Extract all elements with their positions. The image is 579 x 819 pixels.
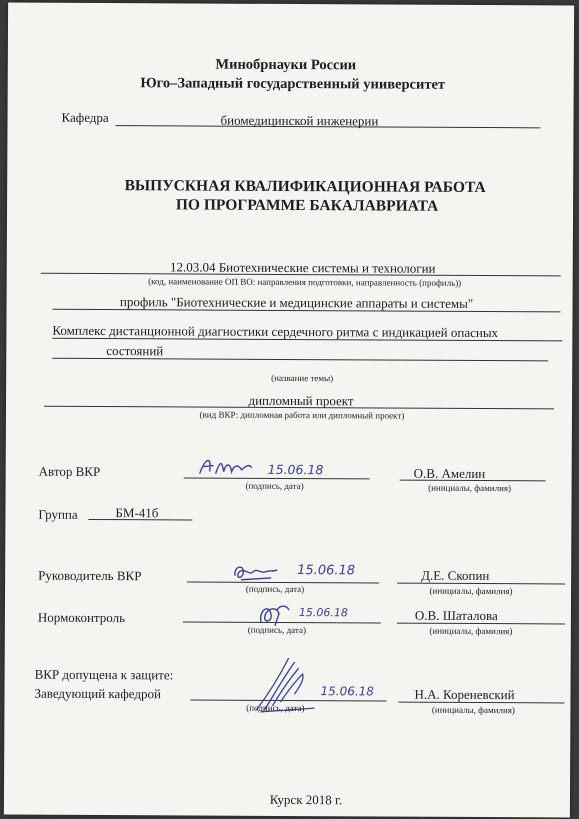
theme-line1: Комплекс дистанционной диагностики сердечного ритма с индикацией опасных [52, 322, 499, 341]
admission-sign-date: 15.06.18 [320, 684, 375, 699]
supervisor-name-line [397, 583, 565, 585]
head-name-caption: (инициалы, фамилия) [431, 704, 515, 716]
profile-underline [53, 309, 561, 313]
department-value: биомедицинской инженерии [220, 112, 379, 129]
supervisor-label: Руководитель ВКР [38, 567, 142, 584]
normcontrol-name: О.В. Шаталова [414, 607, 498, 624]
supervisor-signature-icon [231, 560, 279, 584]
head-of-department-label: Заведующий кафедрой [34, 685, 161, 702]
author-signature-icon [198, 454, 254, 480]
admission-label: ВКР допущена к защите: [34, 666, 174, 683]
normcontrol-sign-caption: (подпись, дата) [247, 624, 306, 636]
author-name-caption: (инициалы, фамилия) [428, 482, 512, 494]
normcontrol-sign-date: 15.06.18 [298, 606, 348, 620]
author-sign-date: 15.06.18 [267, 461, 324, 478]
document-page [4, 3, 574, 818]
supervisor-name: Д.Е. Скопин [421, 567, 490, 584]
theme-line2: состояний [106, 343, 164, 359]
department-label: Кафедра [61, 109, 109, 126]
theme-underline2 [52, 358, 548, 362]
program-profile: профиль "Биотехнические и медицинские аппараты и системы" [119, 294, 474, 311]
city-year: Курск 2018 г. [269, 791, 343, 808]
work-type-caption: (вид ВКР: дипломная работа или дипломный проект) [199, 409, 405, 421]
group-value: БМ-41б [115, 505, 159, 521]
program-code: 12.03.04 Биотехнические системы и технологии [169, 259, 436, 276]
normcontrol-name-line [397, 623, 565, 625]
author-sign-caption: (подпись, дата) [245, 480, 304, 492]
university-heading: Юго–Западный государственный университет [140, 75, 446, 93]
theme-caption: (название темы) [271, 372, 334, 384]
head-name: Н.А. Кореневский [414, 686, 515, 703]
work-type-value: дипломный проект [248, 392, 354, 409]
document-title-line2: ПО ПРОГРАММЕ БАКАЛАВРИАТА [175, 196, 439, 215]
supervisor-sign-caption: (подпись, дата) [245, 583, 305, 595]
program-caption: (код, наименование ОП ВО: направления подготовки, направленность (профиль)) [148, 276, 462, 288]
author-name: О.В. Амелин [413, 465, 486, 482]
admission-sign-caption: (подпись, дата) [246, 702, 305, 714]
supervisor-name-caption: (инициалы, фамилия) [429, 585, 513, 597]
document-title-line1: ВЫПУСКНАЯ КВАЛИФИКАЦИОННАЯ РАБОТА [124, 177, 486, 197]
normcontrol-signature-icon [255, 600, 295, 628]
normcontrol-label: Нормоконтроль [37, 609, 126, 626]
head-name-line [398, 702, 564, 704]
author-name-line [400, 480, 546, 482]
program-underline [41, 273, 561, 277]
work-type-underline [44, 406, 554, 410]
ministry-heading: Минобрнауки России [215, 56, 357, 74]
author-label: Автор ВКР [38, 463, 101, 480]
supervisor-sign-date: 15.06.18 [297, 563, 356, 579]
group-label: Группа [38, 506, 78, 522]
normcontrol-name-caption: (инициалы, фамилия) [429, 625, 513, 637]
group-underline [88, 519, 192, 521]
